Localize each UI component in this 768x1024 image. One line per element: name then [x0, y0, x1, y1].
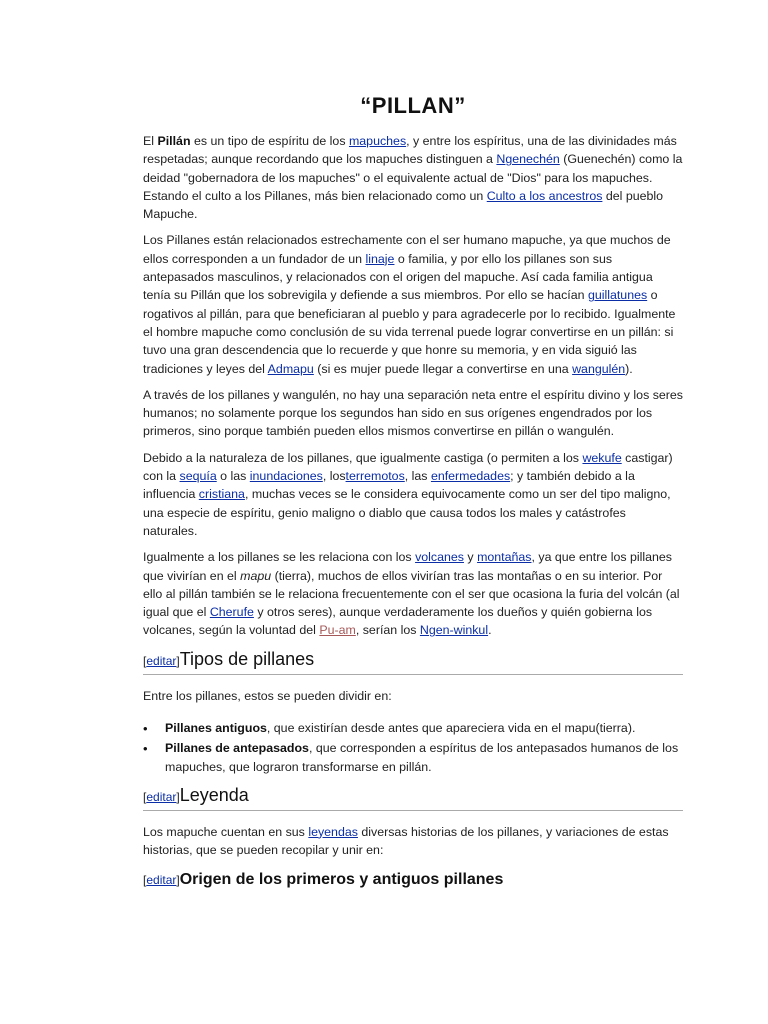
text: Debido a la naturaleza de los pillanes, que igualmente castiga (o permiten a los [143, 450, 583, 465]
text: o rogativos al pillán, para que beneficiaran al pueblo y para agradecerle por lo recibido. Igualmente el hombre mapuche como conclusión de su vida terrenal puede lograr convertirse en un pillán: si tuvo una gran descendencia que lo recuerde y que honre su memoria, y en vida siguió las tradiciones y leyes del [143, 288, 676, 376]
edit-section-origen [143, 873, 180, 887]
link-culto-ancestros[interactable]: Culto a los ancestros [486, 188, 603, 203]
edit-bracket: ] [176, 653, 180, 668]
link-leyendas[interactable]: leyendas [308, 824, 358, 839]
text: , y entre los espíritus, una de las divinidades más respetadas; aunque recordando que los mapuches distinguen a [143, 134, 677, 167]
text: , las [404, 469, 431, 484]
text: ). [625, 361, 633, 376]
text: (si es mujer puede llegar a convertirse en una [313, 361, 573, 376]
text: del pueblo Mapuche. [143, 188, 664, 222]
link-ngenechen[interactable]: Ngenechén [496, 152, 560, 167]
section-title: Leyenda [179, 784, 249, 805]
text: o familia, y por ello los pillanes son sus antepasados masculinos, y relacionados con el origen del mapuche. Así cada familia antigua tenía su Pillán que los sobrevigila y defiende a sus miembros. Por ello se hacían [143, 251, 653, 303]
link-wangulen[interactable]: wangulén [572, 361, 626, 376]
link-volcanes[interactable]: volcanes [415, 550, 464, 565]
link-guillatunes[interactable]: guillatunes [587, 288, 648, 303]
text: , serían los [355, 623, 420, 638]
text: Igualmente a los pillanes se les relaciona con los [143, 550, 416, 565]
text: diversas historias de los pillanes, y variaciones de estas historias, que se pueden recopilar y unir en: [143, 824, 669, 857]
paragraph-linaje [143, 231, 683, 377]
link-admapu[interactable]: Admapu [267, 361, 314, 376]
edit-bracket: ] [176, 873, 180, 888]
edit-link[interactable]: editar [146, 873, 177, 888]
link-montanas[interactable]: montañas [477, 550, 532, 565]
paragraph-intro [143, 132, 683, 223]
text: , ya que entre los pillanes que vivirían en el [143, 550, 672, 583]
edit-section-leyenda [143, 790, 180, 804]
edit-bracket: ] [176, 789, 180, 804]
text: , muchas veces se le considera equivocamente como un ser del tipo maligno, una especie de espíritu, genio maligno o diablo que causa todos los males y catástrofes naturales. [143, 487, 671, 538]
text: o las [216, 469, 250, 484]
list-item-term: Pillanes antiguos [165, 721, 267, 736]
list-item-text: , que corresponden a espíritus de los antepasados humanos de los mapuches, que lograron transformarse en pillán. [165, 740, 679, 775]
edit-link[interactable]: editar [146, 789, 177, 804]
text: ; y también debido a la influencia [143, 469, 635, 502]
section-heading-leyenda [143, 784, 683, 811]
text: A través de los pillanes y wangulén, no hay una separación neta entre el espíritu divino y los seres humanos; no solamente porque los segundos han sido en sus orígenes engendrados por los primeros, sino porque también pueden ellos mismos convertirse en pillán o wangulén. [143, 387, 684, 439]
link-enfermedades[interactable]: enfermedades [430, 469, 511, 484]
subsection-title: Origen de los primeros y antiguos pillanes [179, 871, 504, 889]
edit-bracket: [ [143, 653, 147, 668]
link-inundaciones[interactable]: inundaciones [249, 469, 323, 484]
paragraph-leyenda [143, 823, 683, 860]
subsection-heading-origen [143, 869, 683, 891]
section-title: Tipos de pillanes [179, 648, 315, 669]
paragraph-naturaleza [143, 449, 683, 540]
edit-bracket: [ [143, 789, 147, 804]
paragraph-separacion [143, 386, 683, 441]
list-item [165, 739, 683, 778]
text: Los Pillanes están relacionados estrechamente con el ser humano mapuche, ya que muchos de ellos corresponden a un fundador de un [143, 233, 671, 266]
link-sequia[interactable]: sequía [179, 469, 217, 484]
link-terremotos[interactable]: terremotos [345, 469, 405, 484]
text: , los [322, 469, 346, 484]
link-pu-am[interactable]: Pu-am [319, 623, 356, 638]
paragraph-tipos-intro: Entre los pillanes, estos se pueden dividir en: [143, 688, 392, 703]
text: Los mapuche cuentan en sus [143, 824, 309, 839]
text: (tierra), muchos de ellos vivirían tras las montañas o en su interior. Por ello al pillán también se le relaciona frecuentemente con el ser que ocasiona la furia del volcán (al igual que el [143, 568, 680, 620]
bold-term: Pillán [157, 134, 191, 148]
text: es un tipo de espíritu de los [190, 134, 349, 148]
text: y otros seres), aunque verdaderamente los dueños y quién gobierna los volcanes, según la voluntad del [143, 605, 653, 638]
article-body [143, 93, 683, 891]
text: (Guenechén) como la deidad "gobernadora de los mapuches" o el equivalente actual de "Dios" para los mapuches. Estando el culto a los Pillanes, más bien relacionado como un [143, 152, 683, 203]
paragraph-volcanes [143, 548, 683, 639]
page-title: “PILLAN” [360, 93, 466, 118]
text: El [143, 134, 158, 148]
section-heading-tipos [143, 648, 683, 675]
list-item-term: Pillanes de antepasados [165, 740, 309, 755]
link-linaje[interactable]: linaje [365, 251, 395, 266]
text: y [463, 550, 478, 565]
edit-section-tipos [143, 654, 180, 668]
link-wekufe[interactable]: wekufe [582, 450, 622, 465]
list-item [165, 719, 683, 739]
pillanes-list [143, 719, 683, 778]
link-mapuches[interactable]: mapuches [348, 134, 407, 148]
italic-term: mapu [240, 568, 272, 583]
link-ngen-winkul[interactable]: Ngen-winkul [419, 623, 489, 638]
link-cristiana[interactable]: cristiana [198, 487, 245, 502]
edit-bracket: [ [143, 873, 147, 888]
list-item-text: , que existirían desde antes que apareciera vida en el mapu(tierra). [266, 721, 636, 736]
text: . [488, 623, 492, 638]
edit-link[interactable]: editar [146, 653, 177, 668]
link-cherufe[interactable]: Cherufe [209, 605, 254, 620]
text: castigar) con la [143, 450, 673, 484]
